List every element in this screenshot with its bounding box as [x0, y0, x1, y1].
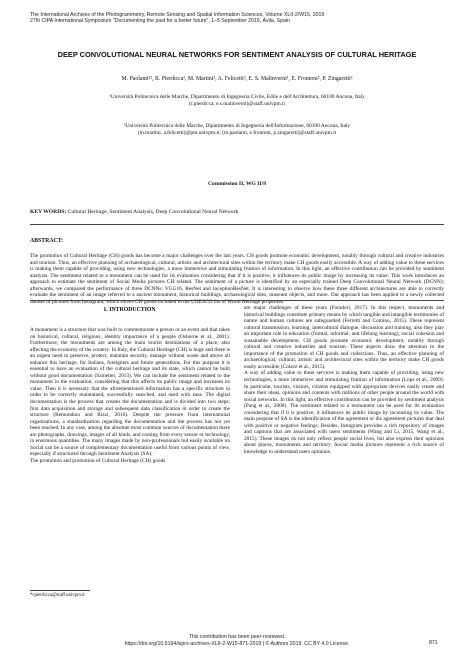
page-footer	[30, 634, 444, 647]
header-journal-line: The International Archives of the Photogrammetry, Remote Sensing and Spatial Information Sciences, Volume XLII-2/W15, 2019	[30, 12, 325, 18]
affiliation-1-address: ¹Università Politecnica delle Marche, Dipartimento di Ingegneria Civile, Edile e dell'Architettura, 60100 Ancona, Italy	[109, 94, 365, 100]
footnote: *cpierdicca@staff.univpm.it	[30, 593, 85, 598]
divider-bottom	[30, 300, 444, 301]
intro-paragraph-4: A way of adding value to these services is making them capable of providing, using new technologies, a more immersive and stimulating fruition of information (Lops et al., 2009). In particular, tourists, visitors, citizens equipped with appropriate devices easily create and share their ideas, opinions and contents with millions of other people around the world with social networks. In this light, an effective contribution can be provided by sentiment analysis (Pang et al., 2008). The sentiment related to a monument can be used for its evaluation considering that if it is positive, it influences its public image by increasing its value. The main purpose of SA is the identification of the agreement or dis agreement pictures that deal with positive or negative feelings. Besides, Instagram provides a rich repository of images and captions that are associated with users sentiments (Wang and Li, 2015, Wang et al., 2015). These images do not only reflect people social lives, but also express their opinions about places, monuments and territory. Social media pictures represent a rich source of knowledge to understand users opinions.	[244, 370, 444, 456]
page-number: 871	[429, 640, 438, 646]
header-symposium-line: 27th CIPA International Symposium "Documenting the past for a better future", 1–5 September 2019, Ávila, Spain	[30, 18, 290, 25]
affiliation-2-address: ²Università Politecnica delle Marche, Dipartimento di Ingegneria dell'Informazione, 60100 Ancona, Italy	[123, 123, 351, 129]
affiliation-2	[20, 123, 454, 136]
affiliation-1-emails: (r.pierdicca, e.s.malinverni)@staff.univpm.it	[188, 100, 286, 107]
keywords-label: KEY WORDS:	[30, 209, 67, 215]
commission-label: Commission II, WG II/8	[207, 181, 267, 187]
abstract-body: The promotion of Cultural Heritage (CH) goods has become a major challenges over the last years. CH goods promote economic development, notably through cultural and creative industries and tourism. Thus, an effective planning of archaeological, cultural, artistic and architectural sites within the territory make CH goods easily accessible. A way of adding value to these services is making them capable of providing, using new technologies, a more immersive and stimulating fruition of information. In this light, an effective contribution can be provided by sentiment analysis. The sentiment related to a monument can be used for its evaluation considering that if it is positive, it influences its public image by increasing its value. This work introduces an approach to estimate the sentiment of Social Media pictures CH related. The sentiment of a picture is identified by an especially trained Deep Convolutional Neural Network (DCNN); afterwards, we compared the performance of three DCNNs: VGG16, ResNet and InceptionResNet. It is interesting to observe how these three different architectures are able to correctly evaluate the sentiment of an image referred to a ancient monument, historical buildings, archaeological sites, museum objects, and more. Our approach has been applied to a newly collected dataset of pictures from Instagram, which shows CH goods included in the UNESCO list of World Heritage properties.	[30, 253, 444, 305]
intro-paragraph-1: A monument is a structure that was built to commemorate a person or an event and that takes on historical, cultural, religious, identity importance of a people (Osborne et al., 2001). Furthermore, the monuments are among the main tourist destinations of a place, also affecting the economy of the country. In Italy, the Cultural Heritage (CH) is huge and there is an urgent need to preserve, protect, maintain security, manage without waste and above all enhance this heritage, for Italians, foreigners and future generations. For this purpose it is essential to have an evaluation of the cultural heritage and its state, which cannot be built without good documentation (Szmelter, 2013). We can include the sentiment related to the monument in the evaluation, considering that this affects its public image and increases its value. Then it is necessary that the aforementioned information has a specific structure in order to be correctly maintained, successfully searched, and used with ease. The digital documentation is the process that creates the documentation and is divided into two steps: first data acquisition and storage and subsequent data classification in order to create the structure (Remondino and Rizzi, 2010). Despite the pressure from international organizations, a standardization regarding the documentation and the process has not yet been reached. In any case, among the absolute most common sources of documentation there are photographs, drawings, images of all kinds, and coming from every sensor or technology, in enormous quantities. The many images made by non-professionals but easily available on Social can be a source of complementary documentation useful from various points of view, especially if structured through Sentiment Analysis (SA).	[30, 327, 230, 458]
running-header	[30, 12, 444, 25]
affiliation-1	[20, 94, 454, 107]
affiliation-2-emails: (m.martini, a.felicetti)@pm.univpm.it, (m.paolanti, e.frontoni, p.zingaretti)@staff.univpm.it	[137, 129, 337, 136]
footer-doi-link[interactable]: https://doi.org/10.5194/isprs-archives-XLII-2-W15-871-2019 | © Authors 2019. CC BY 4.0 License.	[124, 640, 350, 647]
abstract-heading: ABSTRACT:	[30, 238, 64, 244]
paper-title: DEEP CONVOLUTIONAL NEURAL NETWORKS FOR SENTIMENT ANALYSIS OF CULTURAL HERITAGE	[57, 50, 417, 59]
right-column	[244, 305, 444, 601]
author-list: M. Paolanti¹², R. Pierdicca¹, M. Martini², A. Felicetti², E. S. Malinverni¹, E. Frontoni², P. Zingaretti²	[121, 76, 353, 82]
intro-paragraph-3: are major challenges of these years (Foradori, 2017). In this respect, monuments and historical buildings constitute primary means by which tangible and intangible testimonies of nature and human cultures are safeguarded (Ferretti and Comino, 2015). These represent cultural transmission, learning, intercultural dialogue, discussion and training, also they play an important role in education (formal, informal, and lifelong learning), social cohesion and sustainable development. CH goods promote economic development, notably through cultural and creative industries and tourism. These aspects draw the attention to the importance of the promotion of CH goods and collections. Thus, an effective planning of archaeological, cultural, artistic and architectural sites within the territory make CH goods easily accessible (Colace et al., 2015).	[244, 305, 444, 370]
section-heading-introduction: 1. INTRODUCTION	[103, 307, 156, 313]
left-column	[30, 327, 230, 587]
intro-paragraph-2: The promotion and promotion of Cultural Heritage (CH) goods	[30, 457, 166, 464]
divider-top	[30, 224, 444, 225]
footer-review-note: This contribution has been peer-reviewed.	[188, 634, 286, 640]
keywords	[30, 209, 444, 215]
footnote-rule	[30, 590, 90, 591]
keywords-text: Cultural Heritage, Sentiment Analysis, Deep Convolutional Neural Network	[67, 209, 239, 215]
